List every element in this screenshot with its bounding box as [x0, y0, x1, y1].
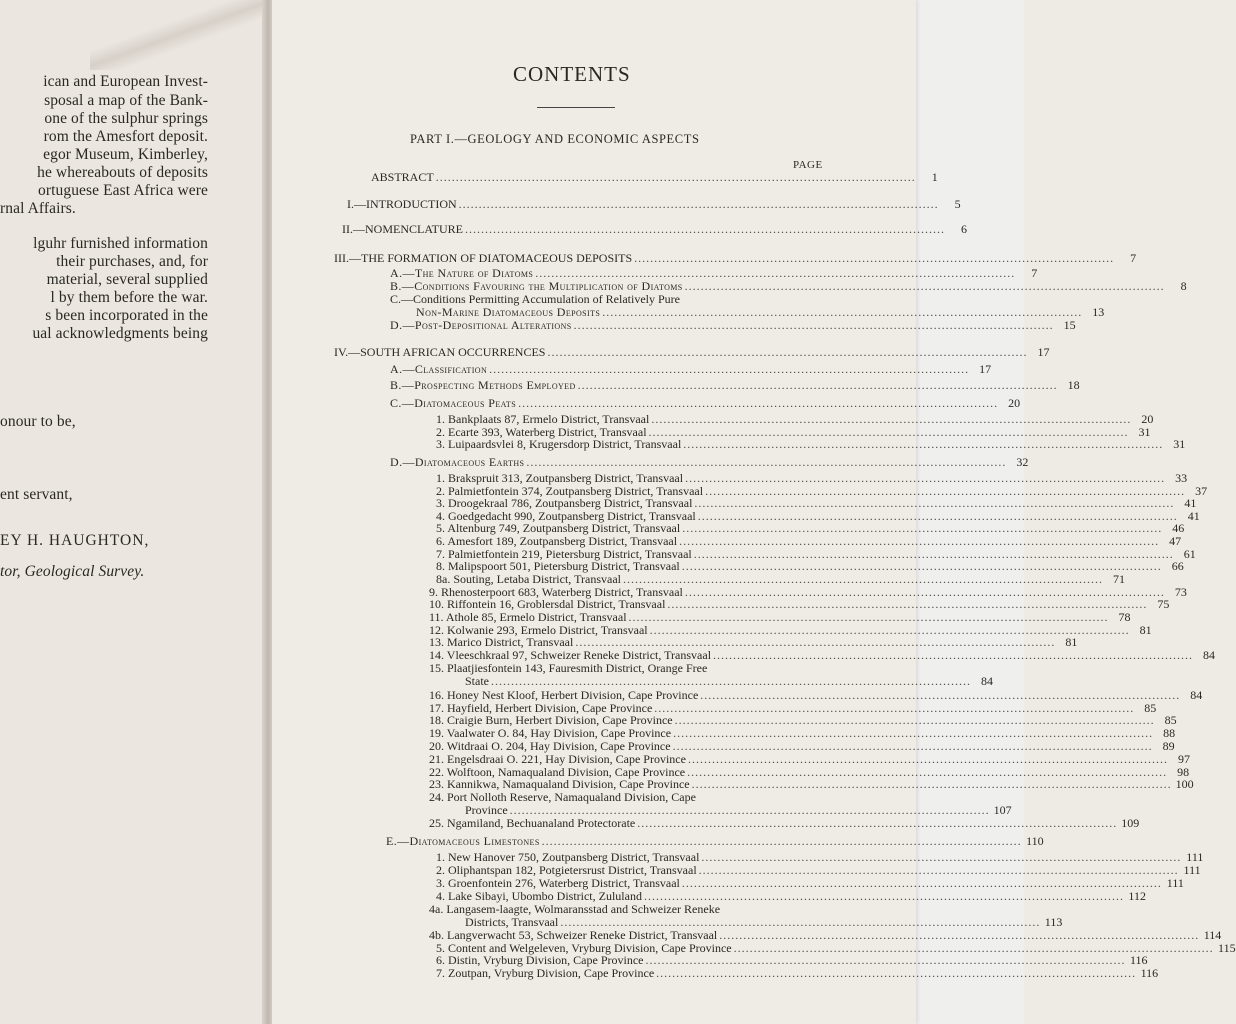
toc-entry	[429, 777, 1194, 791]
toc-entry-label: IV.—SOUTH AFRICAN OCCURRENCES	[334, 345, 546, 359]
dot-leader: ........................................................................................................................	[518, 396, 999, 410]
toc-entry-page: 7	[1031, 266, 1038, 280]
toc-entry-page: 41	[1184, 496, 1197, 510]
dot-leader: ........................................................................................................................	[674, 713, 1155, 727]
toc-entry-page: 84	[981, 674, 993, 688]
toc-entry	[429, 739, 1175, 753]
dot-leader: ........................................................................................................................	[682, 521, 1163, 535]
toc-entry-page: 46	[1172, 521, 1185, 535]
toc-entry-page: 110	[1026, 834, 1044, 848]
dot-leader: ........................................................................................................................	[575, 635, 1056, 649]
toc-entry-label: 2. Ecarte 393, Waterberg District, Transvaal	[436, 425, 647, 439]
left-text-line: ortuguese East Africa were	[37, 182, 208, 199]
toc-entry-page: 66	[1171, 559, 1184, 573]
toc-entry	[436, 471, 1188, 485]
toc-entry-label: 15. Plaatjiesfontein 143, Fauresmith District, Orange Free	[429, 661, 708, 675]
toc-entry-label: 4b. Langverwacht 53, Schweizer Reneke District, Transvaal	[429, 928, 718, 942]
toc-entry	[465, 674, 993, 688]
toc-entry-label: C.—Conditions Permitting Accumulation of Relatively Pure	[390, 292, 680, 306]
toc-entry-page: 107	[993, 803, 1012, 817]
dot-leader: ........................................................................................................................	[577, 378, 1058, 392]
toc-entry	[390, 396, 1021, 410]
dot-leader: ........................................................................................................................	[691, 777, 1172, 791]
toc-entry	[429, 610, 1131, 624]
page-column-header: PAGE	[793, 159, 823, 171]
toc-entry-label: 23. Kannikwa, Namaqualand Division, Cape Province	[429, 777, 690, 791]
toc-entry-page: 111	[1186, 850, 1204, 864]
toc-entry-page: 41	[1187, 509, 1200, 523]
toc-entry-page: 98	[1177, 765, 1190, 779]
toc-entry	[436, 953, 1148, 967]
toc-entry-page: 97	[1177, 752, 1190, 766]
toc-entry-label: 6. Amesfort 189, Zoutpansberg District, Transvaal	[436, 534, 678, 548]
toc-entry	[436, 572, 1125, 586]
toc-entry-label: 3. Droogekraal 786, Zoutpansberg District, Transvaal	[436, 496, 693, 510]
toc-entry-label: State	[465, 674, 489, 688]
toc-entry-page: 84	[1190, 688, 1203, 702]
toc-entry-page: 61	[1183, 547, 1196, 561]
left-text-line: one of the sulphur springs	[44, 110, 208, 127]
toc-entry-page: 89	[1162, 739, 1175, 753]
toc-entry	[436, 863, 1201, 877]
toc-entry-label: Province	[465, 803, 508, 817]
toc-entry	[429, 726, 1176, 740]
left-text-line: l by them before the war.	[50, 289, 208, 306]
left-text-line: ent servant,	[0, 486, 73, 503]
dot-leader: ........................................................................................................................	[489, 362, 970, 376]
toc-entry-label: 7. Zoutpan, Vryburg Division, Cape Province	[436, 966, 655, 980]
toc-entry-label: 24. Port Nolloth Reserve, Namaqualand Division, Cape	[429, 790, 696, 804]
left-page	[0, 0, 268, 1024]
dot-leader: ........................................................................................................................	[648, 425, 1129, 439]
toc-entry-label: 8. Malipspoort 501, Pietersburg District, Transvaal	[436, 559, 680, 573]
toc-entry	[429, 928, 1222, 942]
toc-entry-label: 13. Marico District, Transvaal	[429, 635, 574, 649]
toc-entry-page: 100	[1175, 777, 1194, 791]
toc-entry-label: 4. Lake Sibayi, Ubombo District, Zululand	[436, 889, 642, 903]
dot-leader: ........................................................................................................................	[701, 850, 1182, 864]
toc-entry-page: 75	[1157, 597, 1170, 611]
toc-entry-page: 15	[1063, 318, 1076, 332]
dot-leader: ........................................................................................................................	[673, 726, 1154, 740]
toc-entry-page: 78	[1118, 610, 1131, 624]
toc-entry-label: 5. Content and Welgeleven, Vryburg Division, Cape Province	[436, 941, 732, 955]
toc-entry-label: 4a. Langasem-laagte, Wolmaransstad and Schweizer Reneke	[429, 902, 721, 916]
dot-leader: ........................................................................................................................	[667, 597, 1148, 611]
toc-entry-page: 88	[1163, 726, 1176, 740]
dot-leader: ........................................................................................................................	[651, 412, 1132, 426]
toc-entry-label: II.—NOMENCLATURE	[342, 222, 463, 236]
dot-leader: ........................................................................................................................	[526, 455, 1007, 469]
toc-entry	[347, 197, 961, 211]
toc-entry	[436, 521, 1185, 535]
toc-entry-page: 71	[1112, 572, 1125, 586]
toc-entry-label: 2. Palmietfontein 374, Zoutpansberg District, Transvaal	[436, 484, 704, 498]
left-text-line: he whereabouts of deposits	[37, 164, 208, 181]
toc-entry-page: 17	[1037, 345, 1050, 359]
toc-entry-label: 14. Vleeschkraal 97, Schweizer Reneke District, Transvaal	[429, 648, 712, 662]
toc-entry	[342, 222, 967, 236]
toc-entry	[465, 803, 1012, 817]
dot-leader: ........................................................................................................................	[685, 471, 1166, 485]
toc-entry-label: E.—Diatomaceous Limestones	[386, 834, 540, 848]
toc-entry-page: 33	[1175, 471, 1188, 485]
dot-leader: ........................................................................................................................	[435, 170, 916, 184]
left-text-line: lguhr furnished information	[33, 235, 208, 252]
dot-leader: ........................................................................................................................	[535, 266, 1016, 280]
toc-entry-page: 5	[954, 197, 961, 211]
toc-entry-page: 31	[1173, 437, 1186, 451]
page-title: CONTENTS	[513, 62, 631, 86]
dot-leader: ........................................................................................................................	[602, 305, 1083, 319]
toc-entry-label: A.—Classification	[390, 362, 488, 376]
dot-leader: ........................................................................................................................	[684, 279, 1165, 293]
toc-entry-label: Districts, Transvaal	[465, 915, 559, 929]
dot-leader: ........................................................................................................................	[681, 876, 1162, 890]
toc-entry-label: 18. Craigie Burn, Herbert Division, Cape Province	[429, 713, 673, 727]
toc-entry	[390, 318, 1076, 332]
dot-leader: ........................................................................................................................	[694, 496, 1175, 510]
toc-entry-page: 20	[1008, 396, 1021, 410]
toc-entry	[429, 688, 1203, 702]
toc-entry-label: 20. Witdraai O. 204, Hay Division, Cape Province	[429, 739, 671, 753]
toc-entry	[390, 378, 1080, 392]
dot-leader: ........................................................................................................................	[509, 803, 990, 817]
toc-entry-page: 81	[1139, 623, 1152, 637]
left-text-line: material, several supplied	[46, 271, 208, 288]
toc-entry-page: 111	[1183, 863, 1201, 877]
dot-leader: ........................................................................................................................	[683, 437, 1164, 451]
dot-leader: ........................................................................................................................	[656, 966, 1137, 980]
toc-entry-label: 8a. Souting, Letaba District, Transvaal	[436, 572, 621, 586]
toc-entry-page: 112	[1128, 889, 1146, 903]
toc-entry	[465, 915, 1063, 929]
toc-entry	[436, 876, 1184, 890]
dot-leader: ........................................................................................................................	[654, 701, 1135, 715]
toc-entry	[390, 279, 1187, 293]
toc-entry-label: 1. Brakspruit 313, Zoutpansberg District, Transvaal	[436, 471, 684, 485]
toc-entry-page: 8	[1180, 279, 1187, 293]
dot-leader: ........................................................................................................................	[733, 941, 1214, 955]
toc-entry-label: 1. New Hanover 750, Zoutpansberg District, Transvaal	[436, 850, 700, 864]
toc-entry	[390, 266, 1038, 280]
left-text-line: ual acknowledgments being	[32, 325, 208, 342]
dot-leader: ........................................................................................................................	[700, 688, 1181, 702]
toc-entry	[386, 834, 1044, 848]
toc-entry-page: 115	[1218, 941, 1236, 955]
dot-leader: ........................................................................................................................	[681, 559, 1162, 573]
toc-entry-label: Non-Marine Diatomaceous Deposits	[416, 305, 601, 319]
left-text-line: egor Museum, Kimberley,	[43, 146, 208, 163]
left-text-line: their purchases, and, for	[56, 253, 208, 270]
toc-entry	[436, 889, 1146, 903]
dot-leader: ........................................................................................................................	[465, 222, 945, 236]
toc-entry-page: 81	[1065, 635, 1078, 649]
toc-entry	[436, 966, 1159, 980]
signatory-name: EY H. HAUGHTON,	[0, 532, 150, 549]
toc-entry	[390, 362, 992, 376]
toc-entry-page: 111	[1166, 876, 1184, 890]
dot-leader: ........................................................................................................................	[697, 509, 1178, 523]
toc-entry-label: B.—Prospecting Methods Employed	[390, 378, 576, 392]
toc-entry-label: 6. Distin, Vryburg Division, Cape Province	[436, 953, 644, 967]
toc-entry-label: 21. Engelsdraai O. 221, Hay Division, Cape Province	[429, 752, 686, 766]
dot-leader: ........................................................................................................................	[649, 623, 1130, 637]
toc-entry	[334, 251, 1137, 265]
toc-entry	[429, 902, 823, 916]
toc-entry-page: 17	[979, 362, 992, 376]
toc-entry-label: 9. Rhenosterpoort 683, Waterberg District, Transvaal	[429, 585, 683, 599]
toc-entry-label: 17. Hayfield, Herbert Division, Cape Province	[429, 701, 653, 715]
dot-leader: ........................................................................................................................	[560, 915, 1041, 929]
signatory-title: tor, Geological Survey.	[0, 563, 145, 580]
dot-leader: ........................................................................................................................	[672, 739, 1153, 753]
toc-entry	[436, 850, 1204, 864]
toc-entry-page: 73	[1174, 585, 1187, 599]
toc-entry	[390, 292, 823, 306]
page-fold	[90, 0, 290, 70]
toc-entry-label: 16. Honey Nest Kloof, Herbert Division, Cape Province	[429, 688, 699, 702]
toc-entry-page: 18	[1067, 378, 1080, 392]
dot-leader: ........................................................................................................................	[643, 889, 1124, 903]
toc-entry-label: A.—The Nature of Diatoms	[390, 266, 534, 280]
toc-entry-page: 116	[1129, 953, 1148, 967]
toc-entry	[429, 713, 1177, 727]
dot-leader: ........................................................................................................................	[541, 834, 1022, 848]
toc-entry-page: 109	[1121, 816, 1140, 830]
toc-entry	[429, 816, 1140, 830]
dot-leader: ........................................................................................................................	[458, 197, 939, 211]
part-heading: PART I.—GEOLOGY AND ECONOMIC ASPECTS	[410, 132, 700, 146]
toc-entry-label: 5. Altenburg 749, Zoutpansberg District, Transvaal	[436, 521, 681, 535]
toc-entry-page: 116	[1140, 966, 1159, 980]
toc-entry-label: 4. Goedgedacht 990, Zoutpansberg District, Transvaal	[436, 509, 696, 523]
dot-leader: ........................................................................................................................	[687, 752, 1168, 766]
dot-leader: ........................................................................................................................	[687, 765, 1168, 779]
toc-entry-label: 7. Palmietfontein 219, Pietersburg District, Transvaal	[436, 547, 692, 561]
toc-entry-page: 85	[1144, 701, 1157, 715]
toc-entry-label: D.—Diatomaceous Earths	[390, 455, 525, 469]
toc-entry-label: 25. Ngamiland, Bechuanaland Protectorate	[429, 816, 636, 830]
toc-entry	[436, 559, 1184, 573]
dot-leader: ........................................................................................................................	[645, 953, 1126, 967]
toc-entry-page: 84	[1203, 648, 1216, 662]
toc-entry-label: 22. Wolftoon, Namaqualand Division, Cape Province	[429, 765, 686, 779]
toc-entry	[429, 648, 1216, 662]
toc-entry-label: 2. Oliphantspan 182, Potgietersrust District, Transvaal	[436, 863, 697, 877]
toc-entry	[436, 412, 1154, 426]
dot-leader: ........................................................................................................................	[693, 547, 1174, 561]
toc-entry-label: 11. Athole 85, Ermelo District, Transvaal	[429, 610, 627, 624]
toc-entry-label: 3. Luipaardsvlei 8, Krugersdorp District, Transvaal	[436, 437, 682, 451]
toc-entry-page: 114	[1203, 928, 1222, 942]
toc-entry	[436, 496, 1197, 510]
dot-leader: ........................................................................................................................	[684, 585, 1165, 599]
dot-leader: ........................................................................................................................	[622, 572, 1103, 586]
toc-entry-page: 37	[1195, 484, 1208, 498]
toc-entry-label: C.—Diatomaceous Peats	[390, 396, 517, 410]
toc-entry	[429, 597, 1170, 611]
toc-entry	[436, 437, 1186, 451]
dot-leader: ........................................................................................................................	[547, 345, 1028, 359]
toc-entry	[371, 170, 938, 184]
toc-entry-label: 10. Riffontein 16, Groblersdal District, Transvaal	[429, 597, 666, 611]
toc-entry	[334, 345, 1050, 359]
dot-leader: ........................................................................................................................	[491, 674, 971, 688]
toc-entry	[436, 534, 1182, 548]
toc-entry	[390, 455, 1029, 469]
toc-entry-label: 1. Bankplaats 87, Ermelo District, Transvaal	[436, 412, 650, 426]
toc-entry-page: 6	[961, 222, 967, 236]
toc-entry-label: 3. Groenfontein 276, Waterberg District, Transvaal	[436, 876, 680, 890]
dot-leader: ........................................................................................................................	[679, 534, 1160, 548]
toc-entry-page: 113	[1044, 915, 1063, 929]
toc-entry-page: 7	[1130, 251, 1137, 265]
toc-entry-page: 13	[1092, 305, 1105, 319]
toc-entry-page: 47	[1169, 534, 1182, 548]
left-text-line: ican and European Invest-	[43, 73, 208, 90]
toc-entry	[429, 661, 823, 675]
dot-leader: ........................................................................................................................	[634, 251, 1115, 265]
dot-leader: ........................................................................................................................	[698, 863, 1179, 877]
dot-leader: ........................................................................................................................	[713, 648, 1194, 662]
dot-leader: ........................................................................................................................	[637, 816, 1118, 830]
toc-entry	[429, 790, 823, 804]
toc-entry-page: 20	[1141, 412, 1154, 426]
dot-leader: ........................................................................................................................	[573, 318, 1054, 332]
toc-entry-page: 32	[1016, 455, 1029, 469]
toc-entry-label: 19. Vaalwater O. 84, Hay Division, Cape Province	[429, 726, 672, 740]
dot-leader: ........................................................................................................................	[628, 610, 1109, 624]
toc-entry-page: 85	[1164, 713, 1177, 727]
toc-entry-label: 12. Kolwanie 293, Ermelo District, Transvaal	[429, 623, 648, 637]
toc-entry-label: III.—THE FORMATION OF DIATOMACEOUS DEPOSITS	[334, 251, 633, 265]
toc-entry-page: 31	[1138, 425, 1151, 439]
toc-entry	[429, 752, 1190, 766]
toc-entry-label: ABSTRACT	[371, 170, 434, 184]
left-text-line: sposal a map of the Bank-	[44, 92, 208, 109]
toc-entry-label: D.—Post-Depositional Alterations	[390, 318, 572, 332]
title-rule	[537, 107, 615, 108]
left-text-line: onour to be,	[0, 413, 76, 430]
dot-leader: ........................................................................................................................	[719, 928, 1200, 942]
left-text-line: rnal Affairs.	[0, 200, 76, 217]
toc-entry-label: B.—Conditions Favouring the Multiplication of Diatoms	[390, 279, 683, 293]
left-text-line: s been incorporated in the	[45, 307, 208, 324]
toc-entry-page: 1	[931, 170, 938, 184]
toc-entry	[416, 305, 1105, 319]
dot-leader: ........................................................................................................................	[705, 484, 1186, 498]
left-text-line: rom the Amesfort deposit.	[43, 128, 208, 145]
toc-entry	[429, 635, 1078, 649]
toc-entry-label: I.—INTRODUCTION	[347, 197, 457, 211]
